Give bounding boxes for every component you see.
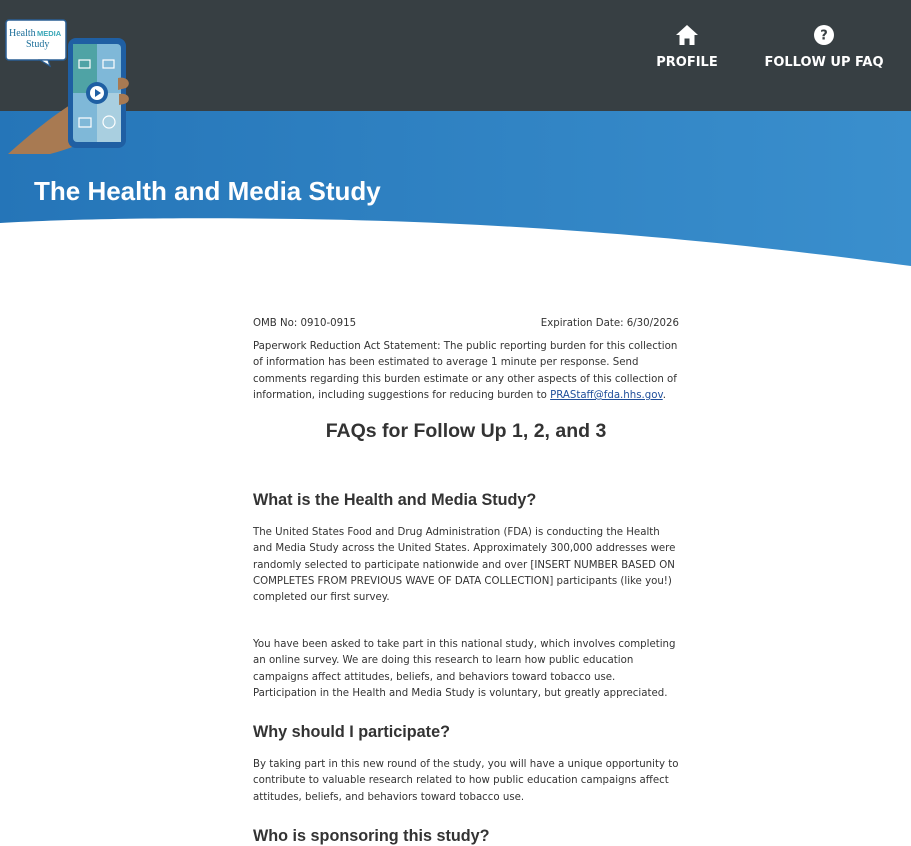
site-title: The Health and Media Study (34, 176, 381, 206)
nav-profile[interactable] (654, 24, 720, 70)
logo-text: Health (9, 28, 36, 39)
nav-follow-up-faq[interactable] (764, 24, 884, 70)
faq-answer: You have been asked to take part in this national study, which involves completing an online survey. We are doing this research to learn how public education campaigns affect attitudes, beliefs, and behaviors toward tobacco use. Participation in the Health and Media Study is voluntary, but greatly appreciated. (253, 639, 676, 700)
main-content (253, 312, 679, 846)
faq-answer: By taking part in this new round of the study, you will have a unique opportunity to contribute to valuable research related to how public education campaigns affect attitudes, beliefs, and behaviors toward tobacco use. (253, 759, 679, 803)
health-media-study-logo[interactable] (0, 14, 140, 164)
nav-faq-label: FOLLOW UP FAQ (764, 55, 884, 70)
omb-row (253, 316, 679, 332)
paperwork-reduction-statement: Paperwork Reduction Act Statement: The public reporting burden for this collection of information has been estimated to average 1 minute per response. Send comments regarding this burden estimate or any other aspects of this collection of information, including suggestions for reducing burden to PRAStaff@fda.hhs.gov. (253, 341, 678, 401)
svg-text:MEDIA: MEDIA (37, 29, 62, 38)
question-circle-icon (813, 24, 835, 46)
faq-question: Why should I participate? (253, 723, 450, 742)
pra-email-link[interactable]: PRAStaff@fda.hhs.gov (550, 389, 663, 401)
faq-answer: The United States Food and Drug Administration (FDA) is conducting the Health and Media Study across the United States. Approximately 300,000 addresses were randomly selected to participate nationwide and over [INSERT NUMBER BASED ON COMPLETES FROM PREVIOUS WAVE OF DATA COLLECTION] participants (like you!) completed our first survey. (253, 527, 676, 604)
faq-question: Who is sponsoring this study? (253, 827, 490, 846)
faq-page-title: FAQs for Follow Up 1, 2, and 3 (325, 420, 607, 443)
svg-text:Study: Study (26, 39, 50, 50)
faq-question: What is the Health and Media Study? (253, 491, 537, 510)
nav-profile-label: PROFILE (656, 55, 718, 70)
home-icon (675, 24, 699, 46)
svg-text:?: ? (820, 28, 828, 44)
expiration-date: Expiration Date: 6/30/2026 (540, 318, 679, 329)
omb-number: OMB No: 0910-0915 (253, 318, 357, 329)
